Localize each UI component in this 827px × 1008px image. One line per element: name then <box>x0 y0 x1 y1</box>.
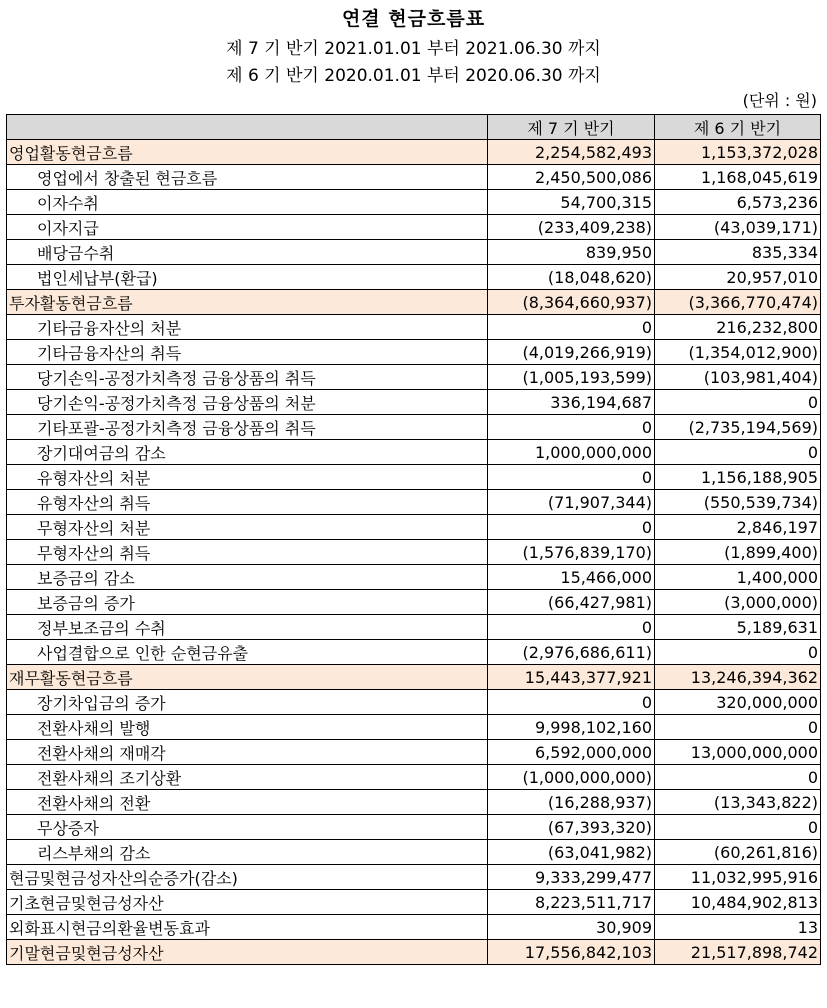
table-row <box>7 515 821 540</box>
table-row <box>7 165 821 190</box>
row-value-prior: 1,400,000 <box>655 565 821 590</box>
row-label: 법인세납부(환급) <box>7 265 488 290</box>
row-value-prior: 5,189,631 <box>655 615 821 640</box>
row-value-current: 0 <box>488 690 655 715</box>
row-label: 당기손익-공정가치측정 금융상품의 처분 <box>7 390 488 415</box>
row-value-current: (233,409,238) <box>488 215 655 240</box>
table-header-row <box>7 115 821 140</box>
row-label: 사업결합으로 인한 순현금유출 <box>7 640 488 665</box>
row-value-prior: 6,573,236 <box>655 190 821 215</box>
row-label: 장기대여금의 감소 <box>7 440 488 465</box>
row-value-current: 0 <box>488 615 655 640</box>
row-value-current: (18,048,620) <box>488 265 655 290</box>
row-value-current: 15,466,000 <box>488 565 655 590</box>
row-value-prior: 835,334 <box>655 240 821 265</box>
header-current-period: 제 7 기 반기 <box>488 115 655 140</box>
header-prior-period: 제 6 기 반기 <box>655 115 821 140</box>
table-row <box>7 790 821 815</box>
row-value-prior: 10,484,902,813 <box>655 890 821 915</box>
row-value-prior: 1,153,372,028 <box>655 140 821 165</box>
row-value-prior: (43,039,171) <box>655 215 821 240</box>
row-label: 전환사채의 전환 <box>7 790 488 815</box>
table-row <box>7 590 821 615</box>
table-row <box>7 665 821 690</box>
row-value-current: 0 <box>488 515 655 540</box>
row-label: 이자지급 <box>7 215 488 240</box>
row-value-prior: 0 <box>655 765 821 790</box>
row-value-current: 15,443,377,921 <box>488 665 655 690</box>
table-row <box>7 865 821 890</box>
row-value-current: 6,592,000,000 <box>488 740 655 765</box>
table-row <box>7 140 821 165</box>
row-value-current: (67,393,320) <box>488 815 655 840</box>
row-value-current: 9,333,299,477 <box>488 865 655 890</box>
period-current: 제 7 기 반기 2021.01.01 부터 2021.06.30 까지 <box>226 39 601 59</box>
header-label-column <box>7 115 488 140</box>
row-label: 정부보조금의 수취 <box>7 615 488 640</box>
row-value-prior: (60,261,816) <box>655 840 821 865</box>
table-row <box>7 340 821 365</box>
row-label: 배당금수취 <box>7 240 488 265</box>
row-value-current: (1,005,193,599) <box>488 365 655 390</box>
table-row <box>7 915 821 940</box>
table-row <box>7 215 821 240</box>
row-value-prior: 0 <box>655 440 821 465</box>
row-label: 리스부채의 감소 <box>7 840 488 865</box>
table-row <box>7 640 821 665</box>
row-value-prior: 13 <box>655 915 821 940</box>
row-label: 재무활동현금흐름 <box>7 665 488 690</box>
row-label: 기타금융자산의 취득 <box>7 340 488 365</box>
table-row <box>7 715 821 740</box>
row-value-current: 1,000,000,000 <box>488 440 655 465</box>
statement-title: 연결 현금흐름표 <box>341 8 486 30</box>
row-value-current: (1,000,000,000) <box>488 765 655 790</box>
row-value-prior: (2,735,194,569) <box>655 415 821 440</box>
row-value-current: (66,427,981) <box>488 590 655 615</box>
row-label: 이자수취 <box>7 190 488 215</box>
row-value-prior: 0 <box>655 640 821 665</box>
row-value-current: (1,576,839,170) <box>488 540 655 565</box>
row-value-prior: 1,156,188,905 <box>655 465 821 490</box>
table-row <box>7 365 821 390</box>
table-row <box>7 940 821 965</box>
table-row <box>7 465 821 490</box>
row-value-prior: 0 <box>655 715 821 740</box>
row-value-prior: (3,366,770,474) <box>655 290 821 315</box>
table-row <box>7 265 821 290</box>
row-value-current: (16,288,937) <box>488 790 655 815</box>
table-row <box>7 540 821 565</box>
row-label: 현금및현금성자산의순증가(감소) <box>7 865 488 890</box>
table-row <box>7 390 821 415</box>
table-row <box>7 765 821 790</box>
table-row <box>7 690 821 715</box>
period-prior: 제 6 기 반기 2020.01.01 부터 2020.06.30 까지 <box>226 66 601 86</box>
row-label: 무형자산의 처분 <box>7 515 488 540</box>
row-value-current: 2,254,582,493 <box>488 140 655 165</box>
row-value-prior: 1,168,045,619 <box>655 165 821 190</box>
row-label: 외화표시현금의환율변동효과 <box>7 915 488 940</box>
row-label: 영업활동현금흐름 <box>7 140 488 165</box>
row-value-prior: 0 <box>655 815 821 840</box>
table-row <box>7 190 821 215</box>
row-value-prior: (103,981,404) <box>655 365 821 390</box>
row-value-current: 30,909 <box>488 915 655 940</box>
row-label: 기말현금및현금성자산 <box>7 940 488 965</box>
table-row <box>7 240 821 265</box>
table-row <box>7 290 821 315</box>
row-value-current: 17,556,842,103 <box>488 940 655 965</box>
table-row <box>7 315 821 340</box>
row-label: 무형자산의 취득 <box>7 540 488 565</box>
row-value-current: 0 <box>488 465 655 490</box>
table-row <box>7 490 821 515</box>
row-value-prior: 216,232,800 <box>655 315 821 340</box>
unit-label: (단위 : 원) <box>742 91 817 110</box>
table-row <box>7 840 821 865</box>
row-value-prior: (1,354,012,900) <box>655 340 821 365</box>
row-value-prior: 13,246,394,362 <box>655 665 821 690</box>
row-label: 전환사채의 재매각 <box>7 740 488 765</box>
row-value-prior: 20,957,010 <box>655 265 821 290</box>
row-value-current: 8,223,511,717 <box>488 890 655 915</box>
row-value-prior: 13,000,000,000 <box>655 740 821 765</box>
row-value-current: 0 <box>488 415 655 440</box>
row-label: 보증금의 증가 <box>7 590 488 615</box>
row-label: 영업에서 창출된 현금흐름 <box>7 165 488 190</box>
row-label: 당기손익-공정가치측정 금융상품의 취득 <box>7 365 488 390</box>
row-label: 전환사채의 발행 <box>7 715 488 740</box>
row-label: 기초현금및현금성자산 <box>7 890 488 915</box>
row-label: 전환사채의 조기상환 <box>7 765 488 790</box>
row-label: 기타금융자산의 처분 <box>7 315 488 340</box>
row-label: 유형자산의 처분 <box>7 465 488 490</box>
row-value-current: 2,450,500,086 <box>488 165 655 190</box>
row-value-current: (71,907,344) <box>488 490 655 515</box>
row-value-prior: 21,517,898,742 <box>655 940 821 965</box>
row-value-current: 336,194,687 <box>488 390 655 415</box>
row-label: 장기차입금의 증가 <box>7 690 488 715</box>
row-value-current: 54,700,315 <box>488 190 655 215</box>
row-value-prior: (3,000,000) <box>655 590 821 615</box>
row-value-current: (4,019,266,919) <box>488 340 655 365</box>
row-label: 보증금의 감소 <box>7 565 488 590</box>
row-value-prior: 2,846,197 <box>655 515 821 540</box>
row-value-prior: 0 <box>655 390 821 415</box>
row-value-current: 0 <box>488 315 655 340</box>
cash-flow-table <box>6 114 821 965</box>
table-row <box>7 415 821 440</box>
row-value-prior: (13,343,822) <box>655 790 821 815</box>
table-row <box>7 890 821 915</box>
row-value-prior: (1,899,400) <box>655 540 821 565</box>
table-row <box>7 815 821 840</box>
table-row <box>7 740 821 765</box>
row-value-current: (8,364,660,937) <box>488 290 655 315</box>
row-value-current: (2,976,686,611) <box>488 640 655 665</box>
table-row <box>7 565 821 590</box>
row-value-current: (63,041,982) <box>488 840 655 865</box>
row-value-prior: 320,000,000 <box>655 690 821 715</box>
row-label: 기타포괄-공정가치측정 금융상품의 취득 <box>7 415 488 440</box>
row-value-current: 839,950 <box>488 240 655 265</box>
row-label: 유형자산의 취득 <box>7 490 488 515</box>
table-row <box>7 440 821 465</box>
row-label: 투자활동현금흐름 <box>7 290 488 315</box>
row-label: 무상증자 <box>7 815 488 840</box>
row-value-current: 9,998,102,160 <box>488 715 655 740</box>
row-value-prior: (550,539,734) <box>655 490 821 515</box>
row-value-prior: 11,032,995,916 <box>655 865 821 890</box>
table-row <box>7 615 821 640</box>
